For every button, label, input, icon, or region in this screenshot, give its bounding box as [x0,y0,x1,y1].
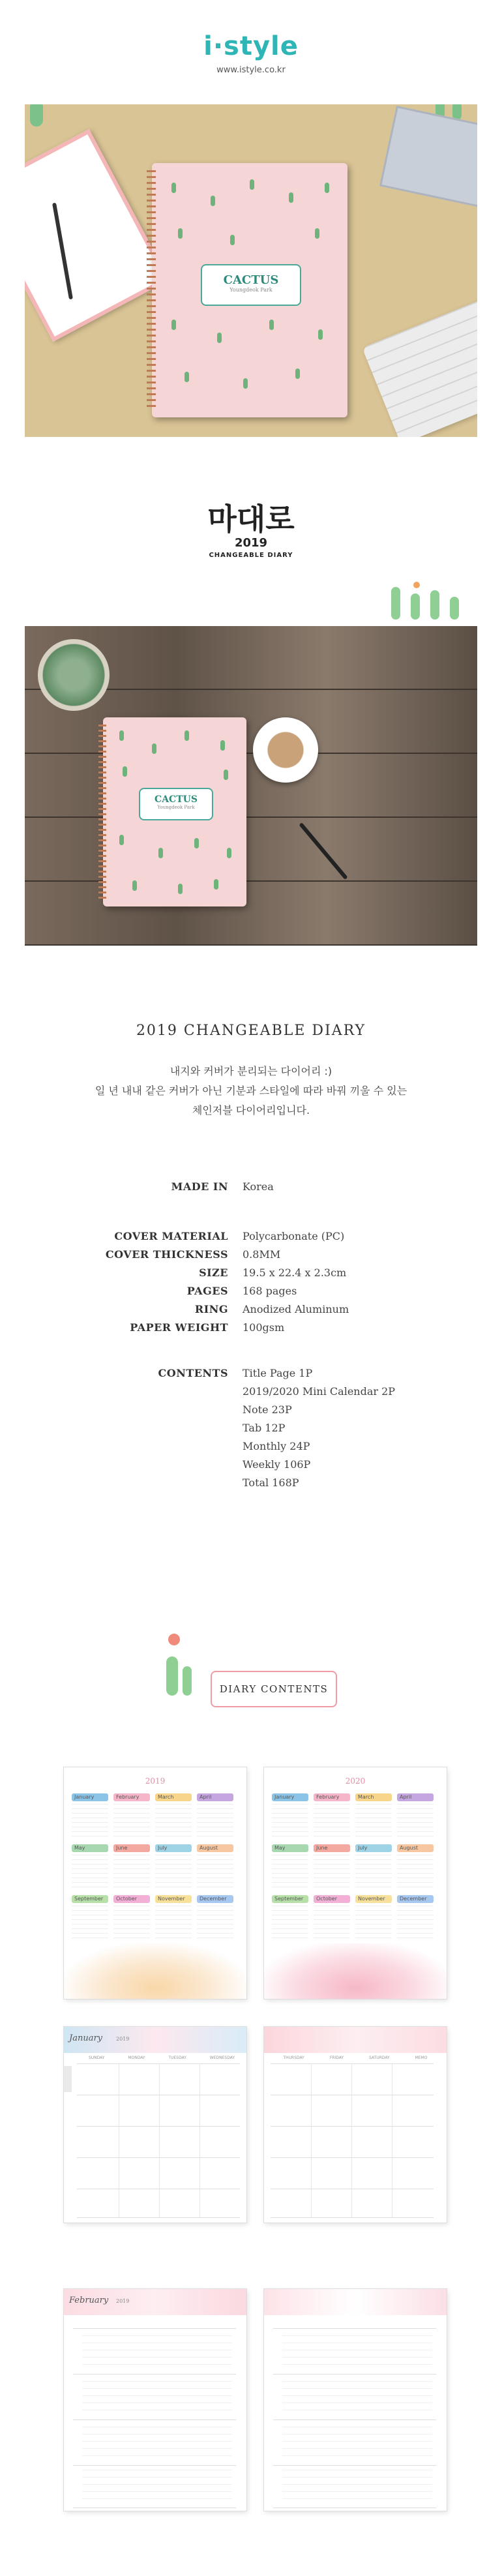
mini-month [272,1844,308,1896]
cactus-decoration [183,1666,192,1696]
mini-month-days [355,1906,392,1942]
mini-month-days [397,1906,434,1942]
coffee-cup [253,717,318,783]
logo-url: www.istyle.co.kr [216,65,286,75]
succulent-plant [38,639,110,711]
spec-label-ring: RING [194,1303,228,1315]
mini-month [113,1844,150,1896]
mini-month-label: March [355,1793,392,1801]
mini-month [355,1844,392,1896]
mini-month-label: March [155,1793,192,1801]
cover-title: CACTUS [223,273,279,287]
cover-subtitle: Youngdeok Park [229,287,273,293]
mini-month-days [113,1906,150,1942]
mini-month-days [314,1906,350,1942]
cactus-decoration [430,590,439,620]
mini-month-days [197,1804,233,1840]
product-photo-desk [25,104,477,437]
month-year: 2019 [116,2298,130,2304]
mini-month [272,1895,308,1947]
mini-month [397,1844,434,1896]
mini-month-label: May [72,1844,108,1852]
contents-item: Weekly 106P [243,1458,311,1471]
mini-month [72,1844,108,1896]
cover-title: CACTUS [155,794,198,805]
mini-month-days [155,1906,192,1942]
mini-month-label: January [272,1793,308,1801]
mini-month-label: July [355,1844,392,1852]
month-label: January [69,2033,103,2043]
product-logo-year: 2019 [234,536,268,550]
weekday-label: TUESDAY [168,2056,186,2060]
spec-label-made-in: MADE IN [171,1180,228,1193]
cover-label [201,264,301,306]
contents-item: Note 23P [243,1403,292,1416]
mini-month-days [72,1804,108,1840]
mini-month [113,1793,150,1846]
spec-value-pages: 168 pages [243,1285,297,1297]
mini-month-label: July [155,1844,192,1852]
mini-month [72,1895,108,1947]
spec-label-pages: PAGES [186,1285,228,1297]
spec-value-size: 19.5 x 22.4 x 2.3cm [243,1266,347,1279]
month-grid [272,1793,439,1943]
flower-decoration [413,582,420,588]
weekday-label: THURSDAY [283,2056,304,2060]
mini-month [113,1895,150,1947]
month-tab [64,2066,72,2092]
contents-item: Total 168P [243,1476,299,1489]
calendar-year: 2020 [345,1776,366,1786]
cactus-decoration [391,587,400,620]
mini-month [272,1793,308,1846]
mini-month [197,1844,233,1896]
mini-month-label: December [197,1895,233,1903]
mini-month [397,1793,434,1846]
diary-contents-badge: DIARY CONTENTS [211,1671,337,1707]
spec-value-paper-weight: 100gsm [243,1321,285,1334]
month-grid [72,1793,239,1943]
spec-label-cover-thickness: COVER THICKNESS [105,1248,228,1261]
spec-label-size: SIZE [199,1266,228,1279]
mini-month-label: December [397,1895,434,1903]
mini-month [155,1793,192,1846]
spec-value-made-in: Korea [243,1180,274,1193]
mini-month-label: February [113,1793,150,1801]
mini-calendar-page-2019 [64,1767,246,1999]
contents-item: Tab 12P [243,1422,286,1434]
product-logo: 마대로 [207,502,295,537]
weekday-label: FRIDAY [329,2056,344,2060]
contents-item: Monthly 24P [243,1440,310,1452]
mini-month-label: August [197,1844,233,1852]
mini-month-label: June [314,1844,350,1852]
spiral-binding [147,170,156,411]
month-year: 2019 [116,2036,130,2042]
weekday-label: SATURDAY [369,2056,390,2060]
spec-value-ring: Anodized Aluminum [243,1303,349,1315]
cactus-decoration [166,1656,178,1696]
weekday-header [271,2056,440,2060]
mini-month-days [113,1855,150,1891]
mini-month-days [272,1855,308,1891]
mini-month-label: April [197,1793,233,1801]
weekday-header [77,2056,246,2060]
mini-month-label: August [397,1844,434,1852]
mini-month [197,1793,233,1846]
mini-month-days [355,1804,392,1840]
spec-value-cover-thickness: 0.8MM [243,1248,281,1261]
spec-label-contents: CONTENTS [158,1367,228,1379]
mini-month-label: November [155,1895,192,1903]
mini-month [314,1895,350,1947]
description-line-2: 일 년 내내 같은 커버가 아닌 기분과 스타일에 따라 바꿔 끼울 수 있는 [95,1085,407,1097]
weekly-page-left [64,2289,246,2511]
mini-month [314,1844,350,1896]
product-logo-subtitle: CHANGEABLE DIARY [209,552,293,559]
mini-month-label: September [272,1895,308,1903]
weekday-label: SUNDAY [88,2056,105,2060]
istyle-logo: i·style [203,31,299,61]
contents-item: 2019/2020 Mini Calendar 2P [243,1385,396,1398]
mini-month-days [155,1855,192,1891]
watercolor-decoration [64,1943,246,1999]
product-title: 2019 CHANGEABLE DIARY [136,1023,366,1039]
mini-month-days [113,1804,150,1840]
mini-month [197,1895,233,1947]
mini-month-days [272,1906,308,1942]
cactus-decoration [411,593,420,620]
watercolor-header [264,2289,447,2315]
mini-month-days [314,1855,350,1891]
mini-month-label: June [113,1844,150,1852]
keyboard [362,299,477,437]
mini-month-days [314,1804,350,1840]
mini-month-label: October [113,1895,150,1903]
calendar-year: 2019 [145,1776,166,1786]
mini-month-days [155,1804,192,1840]
mini-month-days [72,1855,108,1891]
cactus-decoration [30,104,43,127]
cactus-decoration [450,597,459,620]
spec-value-cover-material: Polycarbonate (PC) [243,1230,345,1242]
mini-month-days [397,1855,434,1891]
product-photo-wood [25,626,477,946]
description-line-1: 내지와 커버가 분리되는 다이어리 :) [170,1065,332,1077]
laptop [379,106,477,211]
mini-month [155,1895,192,1947]
month-label: February [69,2296,109,2305]
monthly-page-right [264,2027,447,2223]
flower-decoration [168,1634,180,1645]
contents-item: Title Page 1P [243,1367,313,1379]
mini-month-days [272,1804,308,1840]
mini-month-days [197,1906,233,1942]
mini-month-label: October [314,1895,350,1903]
weekly-page-right [264,2289,447,2511]
mini-month-days [397,1804,434,1840]
weekday-label: MEMO [415,2056,428,2060]
spec-label-cover-material: COVER MATERIAL [114,1230,228,1242]
spiral-binding [98,723,106,902]
watercolor-decoration [264,1943,447,1999]
mini-month-label: November [355,1895,392,1903]
mini-month-label: May [272,1844,308,1852]
mini-calendar-page-2020 [264,1767,447,1999]
mini-month [72,1793,108,1846]
cactus-diary [152,163,347,417]
weekday-label: MONDAY [128,2056,145,2060]
cactus-diary [103,717,246,906]
monthly-page-left [64,2027,246,2223]
watercolor-header [264,2027,447,2053]
mini-month-label: January [72,1793,108,1801]
cover-subtitle: Youngdeok Park [157,805,195,810]
mini-month [355,1895,392,1947]
mini-month-days [72,1906,108,1942]
mini-month-days [355,1855,392,1891]
cover-label [139,788,213,820]
mini-month-label: April [397,1793,434,1801]
mini-month [155,1844,192,1896]
mini-month [355,1793,392,1846]
mini-month-label: September [72,1895,108,1903]
mini-month [397,1895,434,1947]
weekday-label: WEDNESDAY [209,2056,235,2060]
mini-month-days [197,1855,233,1891]
mini-month [314,1793,350,1846]
description-line-3: 체인저블 다이어리입니다. [192,1104,310,1116]
mini-month-label: February [314,1793,350,1801]
spec-label-paper-weight: PAPER WEIGHT [130,1321,228,1334]
